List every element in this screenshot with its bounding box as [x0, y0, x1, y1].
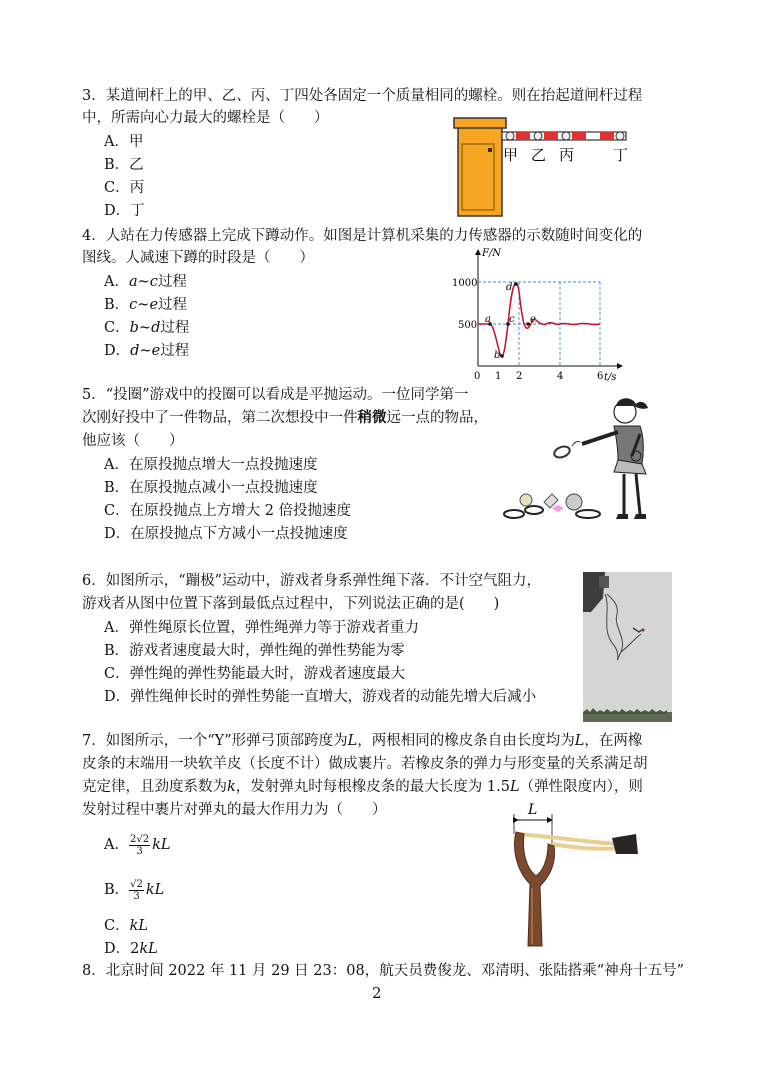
q6-stem-line2: 游戏者从图中位置下落到最低点过程中，下列说法正确的是( ) — [82, 596, 500, 612]
label-bing: 丙 — [559, 146, 575, 164]
y-tick-500: 500 — [458, 320, 478, 331]
barrier-gate-figure — [450, 112, 640, 218]
q6-stem-line1: 6．如图所示，“蹦极”运动中，游戏者身系弹性绳下落．不计空气阻力， — [82, 573, 542, 589]
q8-stem-line1: 8．北京时间 2022 年 11 月 29 日 23：08，航天员费俊龙、邓清明、张陆搭乘“神舟十五号” — [82, 963, 685, 979]
q6-option-b: B．游戏者速度最大时，弹性绳的弹性势能为零 — [104, 643, 405, 659]
q7-stem-line4: 发射过程中裹片对弹丸的最大作用力为（ ） — [82, 802, 387, 818]
q7-option-c: C．kL — [104, 918, 149, 934]
bolt-bing — [562, 132, 570, 140]
q4-option-c: C．b~d过程 — [104, 320, 190, 336]
q7-stem-line3: 克定律，且劲度系数为k，发射弹丸时每根橡皮条的最大长度为 1.5L（弹性限度内），则 — [82, 779, 643, 795]
q3-option-b: B．乙 — [104, 157, 144, 173]
label-ding: 丁 — [613, 146, 629, 164]
bungee-photo — [583, 572, 672, 722]
q5-stem-line2: 次刚好投中了一件物品，第二次想投中一件稍微远一点的物品， — [82, 409, 488, 426]
bolt-yi — [534, 132, 542, 140]
q5-stem-line1: 5．“投圈”游戏中的投圈可以看成是平抛运动。一位同学第一 — [82, 387, 469, 403]
bolt-ding — [616, 132, 624, 140]
x-axis-label: t/s — [604, 372, 617, 383]
x-tick-6: 6 — [597, 371, 604, 382]
q7-option-a: A． $\frac{2√2}{3}$ kL — [104, 833, 171, 857]
label-yi: 乙 — [531, 146, 547, 164]
q5-option-b: B．在原投抛点减小一点投抛速度 — [104, 480, 318, 496]
point-d-label: d — [506, 282, 513, 293]
q4-stem-line1: 4．人站在力传感器上完成下蹲动作。如图是计算机采集的力传感器的示数随时间变化的 — [82, 228, 643, 244]
fraction-a: $\frac{2√2}{3}$ — [129, 833, 150, 857]
q4-option-a: A．a~c过程 — [104, 274, 187, 290]
q7-stem-line2: 皮条的末端用一块软羊皮（长度不计）做成裹片。若橡皮条的弹力与形变量的关系满足胡 — [82, 756, 648, 772]
x-tick-0: 0 — [474, 371, 481, 382]
q3-option-a: A．甲 — [104, 134, 144, 150]
y-axis-label: F/N — [482, 248, 502, 259]
y-tick-1000: 1000 — [452, 278, 478, 289]
q5-stem-line3: 他应该（ ） — [82, 433, 184, 449]
q3-stem-line2: 中，所需向心力最大的螺栓是（ ） — [82, 110, 329, 126]
q6-option-c: C．弹性绳的弹性势能最大时，游戏者速度最大 — [104, 666, 406, 682]
slingshot-figure — [496, 798, 646, 950]
q4-option-b: B．c~e过程 — [104, 297, 188, 313]
q5-option-a: A．在原投抛点增大一点投抛速度 — [104, 457, 318, 473]
x-tick-1: 1 — [495, 371, 502, 382]
point-e-label: e — [530, 314, 536, 325]
q3-option-d: D．丁 — [104, 203, 145, 219]
span-label-L: L — [528, 802, 538, 818]
q5-option-d: D．在原投抛点下方减小一点投抛速度 — [104, 526, 348, 542]
force-time-graph — [448, 244, 628, 384]
q6-option-a: A．弹性绳原长位置，弹性绳弹力等于游戏者重力 — [104, 620, 419, 636]
x-tick-4: 4 — [557, 371, 564, 382]
force-curve — [478, 283, 600, 356]
q4-stem-line2: 图线。人减速下蹲的时段是（ ） — [82, 250, 314, 266]
page-number: 2 — [372, 984, 382, 1002]
point-b-label: b — [494, 350, 501, 361]
point-c-label: c — [509, 314, 515, 325]
ring-toss-figure — [500, 390, 670, 530]
label-jia: 甲 — [503, 146, 519, 164]
fraction-b: $\frac{√2}{3}$ — [130, 878, 143, 902]
q3-stem-line1: 3．某道闸杆上的甲、乙、丙、丁四处各固定一个质量相同的螺栓。则在抬起道闸杆过程 — [82, 88, 643, 104]
q6-option-d: D．弹性绳伸长时的弹性势能一直增大，游戏者的动能先增大后减小 — [104, 689, 537, 705]
q3-option-c: C．丙 — [104, 180, 145, 196]
q4-option-d: D．d~e过程 — [104, 343, 190, 359]
bolt-jia — [506, 132, 514, 140]
q7-option-b: B． $\frac{√2}{3}$ kL — [104, 878, 165, 902]
point-a-label: a — [485, 314, 491, 325]
x-tick-2: 2 — [516, 371, 523, 382]
q7-stem-line1: 7．如图所示，一个“Y”形弹弓顶部跨度为L，两根相同的橡皮条自由长度均为L，在两橡 — [82, 733, 643, 749]
q7-option-d: D．2kL — [104, 941, 158, 957]
q5-option-c: C．在原投抛点上方增大 2 倍投抛速度 — [104, 503, 352, 519]
